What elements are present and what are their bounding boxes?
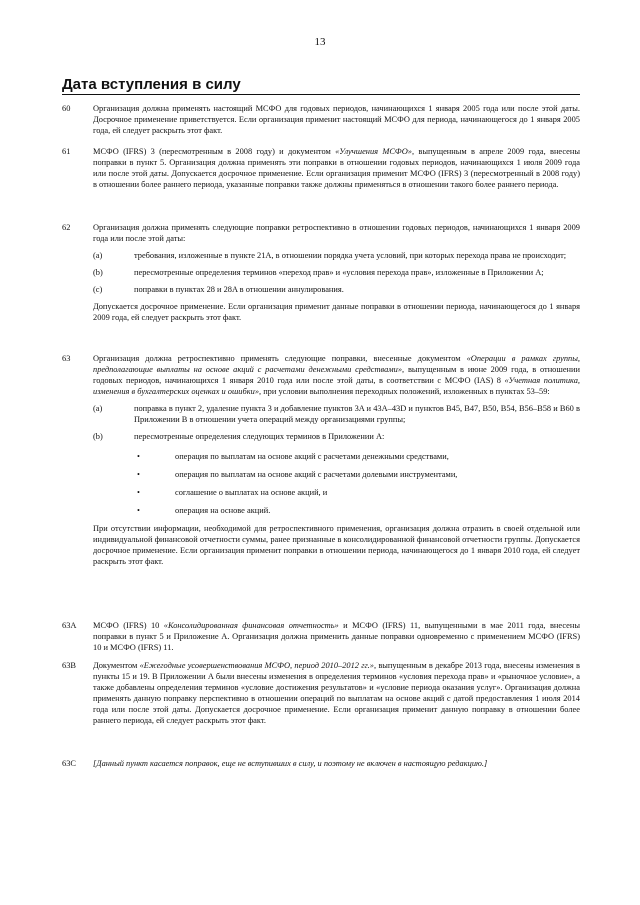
list-item-text: пересмотренные определения терминов «переход прав» и «условия перехода прав», изложенные в Приложении A;	[134, 268, 544, 277]
list-item-text: поправка в пункт 2, удаление пункта 3 и добавление пунктов 3A и 43A–43D и пунктов B45, B47, B50, B54, B56–B58 и B60 в Приложении B в отношении учета операций между организациями группы;	[134, 404, 580, 424]
text-run: , выпущенным в апреле 2009 года, внесены поправки в пункт 5. Организация должна применять эти поправки в отношении годовых периодов, начинающихся 1 июля 2009 года или после этой даты. Допускается досрочное применение. Если организация применит МСФО (IFRS) 3 (пересмотренный в 2008 году) в отношении более раннего периода, указанные поправки также должны применяться в отношении такого более раннего периода.	[93, 147, 580, 189]
heading-underline	[62, 94, 580, 95]
text-run: МСФО (IFRS) 10	[93, 621, 164, 630]
list-item-text: пересмотренные определения следующих терминов в Приложении A:	[134, 432, 385, 441]
paragraph-number: 63	[62, 354, 71, 363]
list-item-label: (c)	[93, 285, 103, 294]
bullet-text: соглашение о выплатах на основе акций, и	[175, 488, 328, 497]
text-run: МСФО (IFRS) 3 (пересмотренным в 2008 году) и документом	[93, 147, 336, 156]
document-title: «Операции в рамках группы, предполагающие выплаты на основе акций с расчетами денежными средствами»	[93, 354, 581, 374]
paragraph-63a	[62, 620, 580, 653]
bullet-icon: •	[137, 506, 140, 515]
list-item-label: (a)	[93, 251, 103, 260]
list-item-label: (b)	[93, 268, 103, 277]
paragraph-outro: При отсутствии информации, необходимой для ретроспективного применения, организация должна отразить в своей отдельной или индивидуальной финансовой отчетности суммы, ранее признанные в консолидированной финансовой отчетности группы. Допускается досрочное применение. Если организация применит поправки в отношении периода, начинающегося до 1 января 2010 года, ей следует раскрыть этот факт.	[93, 524, 580, 566]
paragraph-text	[93, 620, 580, 653]
bullet-icon: •	[137, 452, 140, 461]
bullet-icon: •	[137, 488, 140, 497]
bullet-item	[134, 469, 580, 480]
paragraph-text	[93, 353, 580, 567]
paragraph-body	[93, 146, 580, 190]
document-title: «Учетная политика, изменения в бухгалтерских оценках и ошибки»	[93, 376, 580, 396]
page-number: 13	[314, 36, 326, 48]
text-run: , выпущенным в июне 2009 года, в отношении годовых периодов, начинающихся 1 января 2010 года или после этой даты, в соответствии с МСФО (IAS) 8	[93, 365, 580, 385]
bullet-text: операция по выплатам на основе акций с расчетами долевыми инструментами,	[175, 470, 458, 479]
paragraph-63b	[62, 660, 580, 726]
bullet-item	[134, 505, 580, 516]
paragraph-62	[62, 222, 580, 323]
paragraph-body	[93, 620, 580, 653]
list-item	[93, 267, 580, 278]
list-item	[93, 403, 580, 425]
list-item-label: (a)	[93, 404, 103, 413]
paragraph-body: [Данный пункт касается поправок, еще не вступивших в силу, и поэтому не включен в настоящую редакцию.]	[93, 759, 488, 768]
paragraph-63c	[62, 758, 580, 769]
paragraph-text	[93, 146, 580, 190]
bullet-text: операция на основе акций.	[175, 506, 271, 515]
list-item	[93, 284, 580, 295]
paragraph-63	[62, 353, 580, 567]
paragraph-intro	[93, 353, 580, 397]
list-item-label: (b)	[93, 432, 103, 441]
list-item-text: поправки в пунктах 28 и 28A в отношении аннулирования.	[134, 285, 344, 294]
bullet-list	[134, 451, 580, 516]
paragraph-body: Организация должна применять настоящий МСФО для годовых периодов, начинающихся 1 января 2005 года или после этой даты. Досрочное применение приветствуется. Если организация применит настоящий МСФО для периода, начинающегося до 1 января 2005 года, ей следует раскрыть этот факт.	[93, 104, 580, 135]
paragraph-number: 63A	[62, 621, 77, 630]
paragraph-text	[93, 103, 580, 136]
paragraph-number: 63C	[62, 759, 76, 768]
paragraph-number: 62	[62, 223, 71, 232]
list-item	[93, 250, 580, 261]
paragraph-outro: Допускается досрочное применение. Если организация применит данные поправки в отношении периода, начинающегося до 1 января 2009 года, ей следует раскрыть этот факт.	[93, 302, 580, 322]
paragraph-body	[93, 660, 580, 726]
document-title: «Ежегодные усовершенствования МСФО, период 2010–2012 гг.»	[139, 661, 374, 670]
paragraph-number: 61	[62, 147, 71, 156]
paragraph-text	[93, 660, 580, 726]
text-run: и МСФО (IFRS) 11, выпущенными в мае 2011 года, внесены поправки в пункт 5 и Приложение A. Организация должна применить данные поправки одновременно с применением МСФО (IFRS) 10 и МСФО (IFRS) 11.	[93, 621, 580, 652]
document-title: «Консолидированная финансовая отчетность»	[163, 621, 339, 630]
text-run: , при условии выполнения переходных положений, изложенных в пунктах 53–59:	[259, 387, 550, 396]
paragraph-60	[62, 103, 580, 136]
text-run: Организация должна ретроспективно применять следующие поправки, внесенные документом	[93, 354, 467, 363]
document-title: «Улучшения МСФО»	[335, 147, 412, 156]
paragraph-text	[93, 222, 580, 323]
text-run: Документом	[93, 661, 140, 670]
bullet-item	[134, 487, 580, 498]
paragraph-number: 63B	[62, 661, 76, 670]
paragraph-text	[93, 758, 580, 769]
text-run: , выпущенным в декабре 2013 года, внесены изменения в пункты 15 и 19. В Приложении A были внесены изменения в определения терминов «условия перехода прав» и «рыночное условие», а также добавлены определения терминов «условие достижения результатов» и «условие периода оказания услуг». Организация должна применять данную поправку перспективно в отношении операций по выплатам на основе акций с датой предоставления 1 июля 2014 года или после этой даты. Допускается досрочное применение. Если организация применит данную поправку в отношении более раннего периода, ей следует раскрыть этот факт.	[93, 661, 581, 725]
bullet-item	[134, 451, 580, 462]
bullet-icon: •	[137, 470, 140, 479]
paragraph-number: 60	[62, 104, 71, 113]
list-item-text: требования, изложенные в пункте 21A, в отношении порядка учета условий, при которых перехода права не происходит;	[134, 251, 567, 260]
paragraph-61	[62, 146, 580, 190]
section-heading: Дата вступления в силу	[62, 76, 241, 93]
paragraph-intro: Организация должна применять следующие поправки ретроспективно в отношении годовых периодов, начинающихся 1 января 2009 года или после этой даты:	[93, 223, 580, 243]
bullet-text: операция по выплатам на основе акций с расчетами денежными средствами,	[175, 452, 449, 461]
list-item	[93, 431, 580, 442]
